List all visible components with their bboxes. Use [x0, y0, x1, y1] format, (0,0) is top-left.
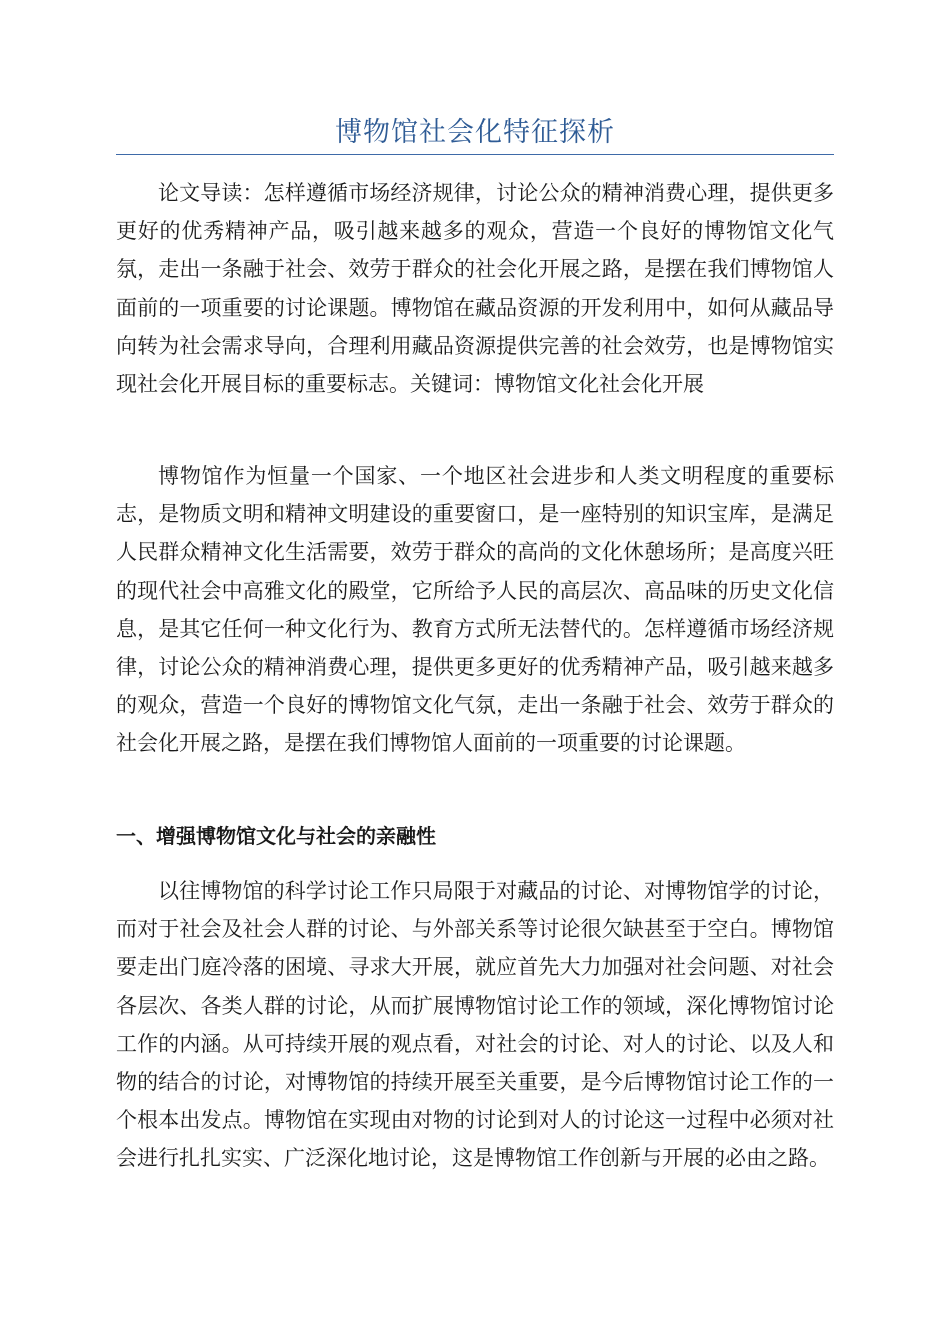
body-paragraph-2: 以往博物馆的科学讨论工作只局限于对藏品的讨论、对博物馆学的讨论，而对于社会及社会人群的讨论、与外部关系等讨论很欠缺甚至于空白。博物馆要走出门庭冷落的困境、寻求大开展，就应首先大力加强对社会问题、对社会各层次、各类人群的讨论，从而扩展博物馆讨论工作的领域，深化博物馆讨论工作的内涵。从可持续开展的观点看，对社会的讨论、对人的讨论、以及人和物的结合的讨论，对博物馆的持续开展至关重要，是今后博物馆讨论工作的一个根本出发点。博物馆在实现由对物的讨论到对人的讨论这一过程中必须对社会进行扎扎实实、广泛深化地讨论，这是博物馆工作创新与开展的必由之路。: [116, 879, 834, 1171]
title-underline: [116, 154, 834, 155]
section-heading-1: 一、增强博物馆文化与社会的亲融性: [116, 824, 436, 848]
intro-paragraph: 论文导读：怎样遵循市场经济规律，讨论公众的精神消费心理，提供更多更好的优秀精神产品，吸引越来越多的观众，营造一个良好的博物馆文化气氛，走出一条融于社会、效劳于群众的社会化开展之路，是摆在我们博物馆人面前的一项重要的讨论课题。博物馆在藏品资源的开发利用中，如何从藏品导向转为社会需求导向，合理利用藏品资源提供完善的社会效劳，也是博物馆实现社会化开展目标的重要标志。关键词：博物馆文化社会化开展: [116, 181, 834, 397]
document-title: 博物馆社会化特征探析: [335, 117, 615, 148]
body-paragraph-1: 博物馆作为恒量一个国家、一个地区社会进步和人类文明程度的重要标志，是物质文明和精神文明建设的重要窗口，是一座特别的知识宝库，是满足人民群众精神文化生活需要，效劳于群众的高尚的文化休憩场所；是高度兴旺的现代社会中高雅文化的殿堂，它所给予人民的高层次、高品味的历史文化信息，是其它任何一种文化行为、教育方式所无法替代的。怎样遵循市场经济规律，讨论公众的精神消费心理，提供更多更好的优秀精神产品，吸引越来越多的观众，营造一个良好的博物馆文化气氛，走出一条融于社会、效劳于群众的社会化开展之路，是摆在我们博物馆人面前的一项重要的讨论课题。: [116, 464, 834, 756]
